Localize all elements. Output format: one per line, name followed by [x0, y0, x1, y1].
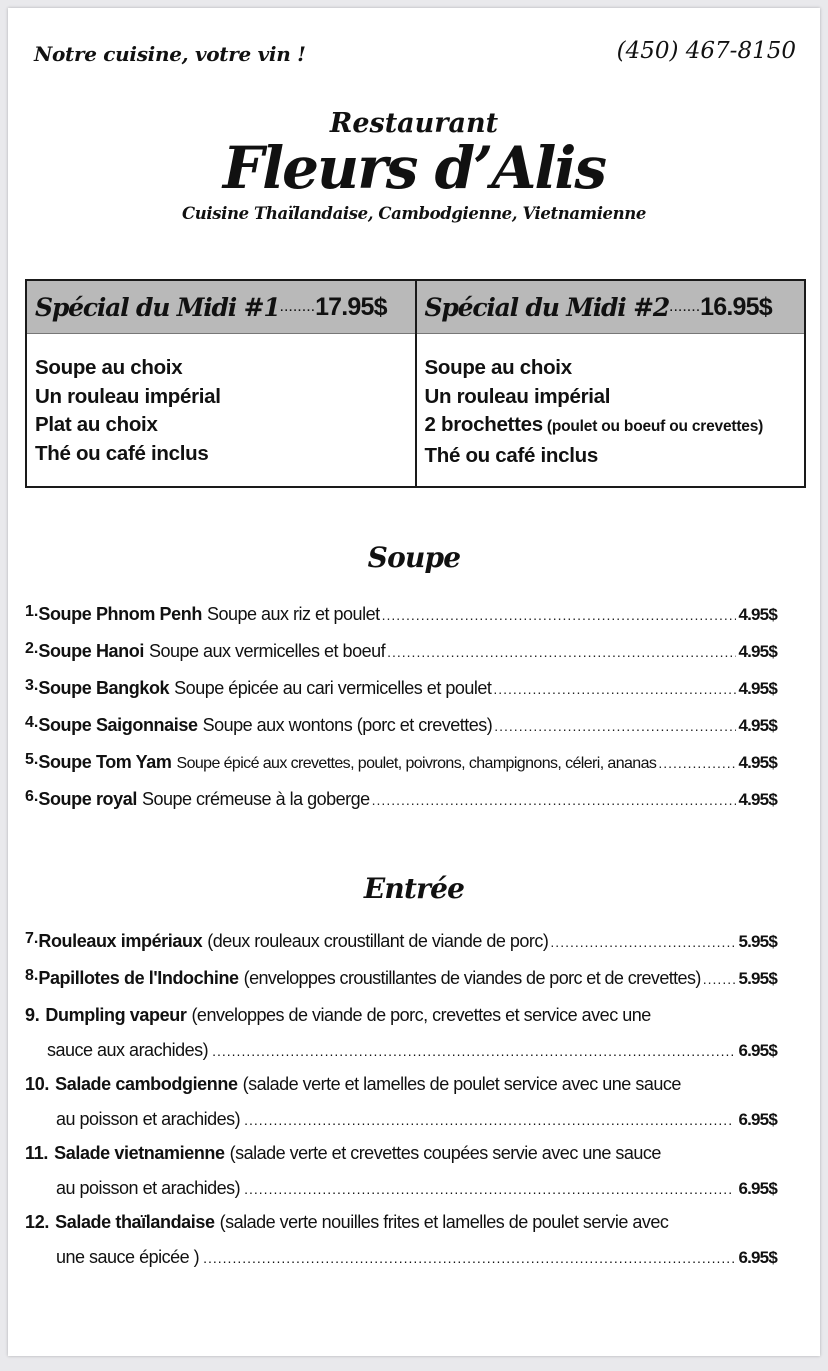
item-price: 4.95$: [738, 642, 777, 661]
special-1: [27, 281, 415, 486]
item-price: 4.95$: [738, 679, 777, 698]
item-price: 5.95$: [738, 932, 777, 951]
list-item: 9. Dumpling vapeur (enveloppes de viande de porc, crevettes et service avec une sauce aux arachides) ..... 6.95$: [25, 1005, 777, 1074]
soupe-list: [25, 604, 777, 826]
lunch-specials-table: [25, 279, 806, 488]
special-item: Plat au choix: [35, 413, 158, 436]
list-item: 12. Salade thaïlandaise (salade verte nouilles frites et lamelles de poulet servie avec une sauce épicée ) ..... 6.95$: [25, 1212, 777, 1281]
list-item: 11. Salade vietnamienne (salade verte et crevettes coupées servie avec une sauce au poisson et arachides) ..... 6.95$: [25, 1143, 777, 1212]
special-2-items: [417, 334, 805, 470]
special-item: Soupe au choix: [424, 356, 572, 379]
special-item: Un rouleau impérial: [35, 384, 221, 408]
item-price: 4.95$: [738, 753, 777, 772]
special-item: Thé ou café inclus: [424, 443, 598, 467]
brand-restaurant-label: Restaurant: [329, 108, 499, 139]
special-1-header: [27, 281, 415, 334]
menu-page: [8, 8, 820, 1356]
special-item: Un rouleau impérial: [424, 384, 611, 408]
special-2-price: 16.95$: [700, 292, 772, 321]
item-price: 5.95$: [738, 969, 777, 988]
special-2: [415, 281, 805, 486]
list-item: 8. Papillotes de l'Indochine (enveloppes croustillantes de viandes de porc et de crevettes) ..... 5.95$: [25, 968, 777, 1005]
special-2-title: Spécial du Midi #2: [424, 292, 670, 322]
entree-list: [25, 931, 777, 1281]
list-item: 5. Soupe Tom Yam Soupe épicé aux crevettes, poulet, poivrons, champignons, céleri, ananas ..... 4.95$: [25, 752, 777, 789]
item-price: 6.95$: [738, 1179, 777, 1198]
item-price: 4.95$: [738, 790, 777, 809]
tagline: Notre cuisine, votre vin !: [34, 42, 306, 66]
list-item: 2. Soupe Hanoi Soupe aux vermicelles et boeuf ..... 4.95$: [25, 641, 777, 678]
special-1-title: Spécial du Midi #1: [35, 292, 280, 322]
list-item: 3. Soupe Bangkok Soupe épicée au cari vermicelles et poulet ..... 4.95$: [25, 678, 777, 715]
special-1-items: [27, 334, 415, 468]
section-title-entree: Entrée: [363, 872, 465, 905]
item-price: 6.95$: [738, 1041, 777, 1060]
item-price: 6.95$: [738, 1110, 777, 1129]
list-item: 4. Soupe Saigonnaise Soupe aux wontons (porc et crevettes) ..... 4.95$: [25, 715, 777, 752]
special-item: Soupe au choix: [35, 356, 183, 379]
phone-number: (450) 467-8150: [616, 38, 796, 64]
special-item: 2 brochettes (poulet ou boeuf ou crevettes): [424, 413, 764, 436]
special-item-note: (poulet ou boeuf ou crevettes): [542, 418, 764, 435]
list-item: 1. Soupe Phnom Penh Soupe aux riz et poulet ..... 4.95$: [25, 604, 777, 641]
list-item: 7. Rouleaux impériaux (deux rouleaux croustillant de viande de porc) ..... 5.95$: [25, 931, 777, 968]
item-price: 4.95$: [738, 716, 777, 735]
item-price: 4.95$: [738, 605, 777, 624]
cuisine-subtitle: Cuisine Thaïlandaise, Cambodgienne, Vietnamienne: [182, 204, 646, 223]
special-1-price: 17.95$: [315, 292, 387, 321]
special-item: Thé ou café inclus: [35, 441, 209, 465]
list-item: 6. Soupe royal Soupe crémeuse à la goberge ..... 4.95$: [25, 789, 777, 826]
list-item: 10. Salade cambodgienne (salade verte et lamelles de poulet service avec une sauce au poisson et arachides) ..... 6.95$: [25, 1074, 777, 1143]
special-1-leader: ........: [279, 298, 316, 315]
special-2-leader: .......: [669, 298, 701, 315]
item-price: 6.95$: [738, 1248, 777, 1267]
section-title-soupe: Soupe: [367, 541, 461, 574]
special-2-header: [417, 281, 805, 334]
restaurant-name: Fleurs d’Alis: [222, 134, 606, 202]
